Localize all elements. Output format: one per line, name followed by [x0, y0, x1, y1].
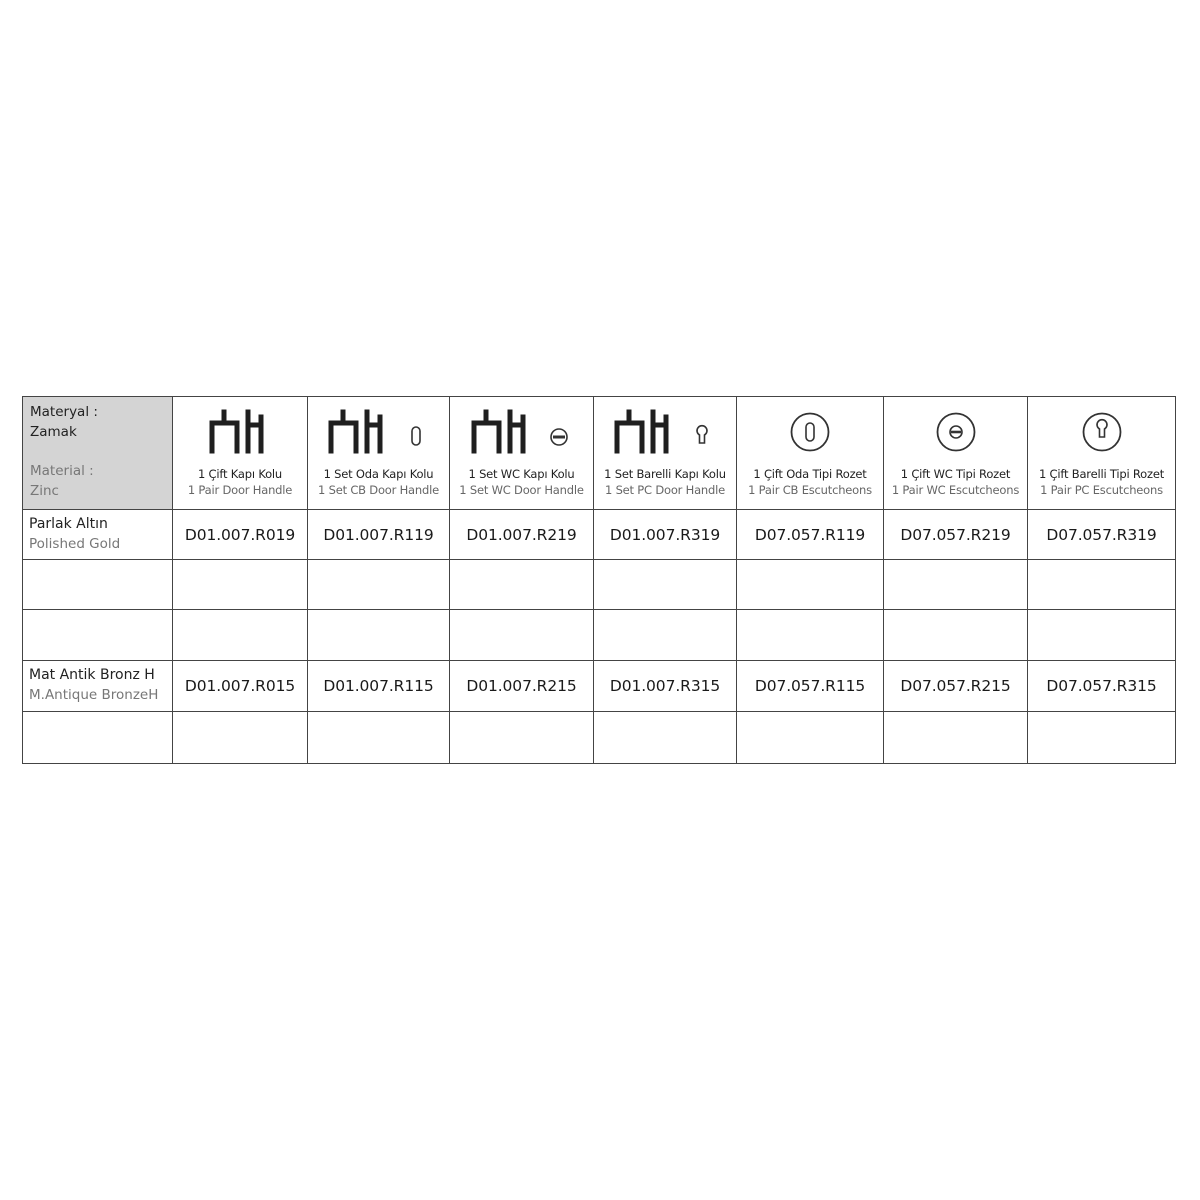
product-code-cell — [737, 610, 884, 661]
product-code-cell — [1028, 661, 1175, 712]
product-code-cell — [884, 560, 1028, 610]
product-code: D07.057.R319 — [1046, 525, 1157, 544]
row-label-cell — [23, 610, 173, 661]
finish-name-tr: Parlak Altın — [29, 516, 108, 532]
product-code — [308, 712, 449, 763]
product-code — [884, 712, 1027, 763]
product-code — [884, 610, 1027, 660]
column-title-en: 1 Set CB Door Handle — [318, 483, 439, 497]
product-code-cell — [450, 712, 594, 763]
column-header — [884, 397, 1028, 510]
product-code-cell — [308, 610, 450, 661]
product-code-cell — [308, 661, 450, 712]
product-code — [737, 560, 883, 609]
product-code — [308, 610, 449, 660]
column-title-tr: 1 Çift Barelli Tipi Rozet — [1038, 467, 1165, 481]
product-code — [173, 560, 307, 609]
column-title-en: 1 Pair Door Handle — [187, 483, 293, 497]
product-code-cell — [594, 661, 737, 712]
product-code — [1028, 610, 1175, 660]
product-code — [308, 560, 449, 609]
product-code: D07.057.R315 — [1046, 677, 1157, 695]
column-header — [594, 397, 737, 510]
column-title-en: 1 Set WC Door Handle — [459, 483, 584, 497]
material-label-en: Material : — [30, 463, 94, 479]
product-code — [1028, 560, 1175, 609]
product-code: D01.007.R019 — [184, 525, 296, 544]
product-code: D07.057.R115 — [754, 677, 866, 695]
product-code-cell — [450, 610, 594, 661]
product-code-cell — [308, 712, 450, 763]
product-code — [1028, 712, 1175, 763]
product-code: D01.007.R315 — [609, 677, 721, 695]
material-header-cell — [23, 397, 173, 510]
product-code-cell — [594, 712, 737, 763]
column-title-en: 1 Set PC Door Handle — [605, 483, 725, 497]
product-code: D01.007.R219 — [466, 525, 577, 544]
product-code-table — [22, 396, 1176, 764]
product-code — [737, 712, 883, 763]
cb-escutcheon-icon — [737, 407, 883, 463]
product-code-cell — [594, 610, 737, 661]
column-title-tr: 1 Çift WC Tipi Rozet — [900, 467, 1011, 481]
product-code-cell — [594, 560, 737, 610]
column-title-tr: 1 Set Barelli Kapı Kolu — [604, 467, 726, 481]
row-label-cell — [23, 661, 173, 712]
product-code — [450, 610, 593, 660]
product-code: D07.057.R119 — [754, 525, 866, 544]
product-code-cell — [450, 510, 594, 560]
column-header — [737, 397, 884, 510]
product-code: D01.007.R015 — [184, 677, 296, 695]
product-code-cell — [173, 510, 308, 560]
column-header — [173, 397, 308, 510]
product-code — [450, 712, 593, 763]
product-code-cell — [450, 560, 594, 610]
pc-escutcheon-icon — [1028, 407, 1175, 463]
product-code-cell — [308, 510, 450, 560]
finish-name-en: M.Antique BronzeH — [29, 687, 159, 703]
finish-name-en: Polished Gold — [29, 536, 121, 552]
product-code-cell — [884, 610, 1028, 661]
door-handle-pair-icon — [173, 407, 307, 463]
wc-escutcheon-icon — [884, 407, 1027, 463]
row-label-cell — [23, 510, 173, 560]
product-code: D01.007.R215 — [466, 677, 577, 695]
product-code — [173, 712, 307, 763]
product-code-cell — [1028, 560, 1175, 610]
product-code — [594, 560, 736, 609]
product-code-cell — [737, 661, 884, 712]
product-code-cell — [173, 610, 308, 661]
product-code — [594, 610, 736, 660]
product-code — [450, 560, 593, 609]
product-code-cell — [884, 661, 1028, 712]
column-header — [1028, 397, 1175, 510]
product-code-cell — [173, 661, 308, 712]
product-code-cell — [1028, 610, 1175, 661]
product-code-cell — [1028, 510, 1175, 560]
material-value-en: Zinc — [30, 483, 59, 499]
product-code — [173, 610, 307, 660]
product-code: D07.057.R219 — [900, 525, 1011, 544]
door-handle-wc-icon — [450, 407, 593, 463]
column-header — [308, 397, 450, 510]
finish-name-tr: Mat Antik Bronz H — [29, 667, 155, 683]
material-value-tr: Zamak — [30, 424, 77, 440]
column-title-tr: 1 Set WC Kapı Kolu — [468, 467, 575, 481]
door-handle-pc-icon — [594, 407, 736, 463]
product-code — [737, 610, 883, 660]
column-title-tr: 1 Çift Kapı Kolu — [197, 467, 283, 481]
product-code: D01.007.R115 — [323, 677, 434, 695]
product-code-cell — [737, 510, 884, 560]
product-code-cell — [308, 560, 450, 610]
column-title-en: 1 Pair CB Escutcheons — [748, 483, 872, 497]
column-title-en: 1 Pair WC Escutcheons — [891, 483, 1020, 497]
product-code-cell — [884, 712, 1028, 763]
product-code: D01.007.R119 — [323, 525, 434, 544]
column-header — [450, 397, 594, 510]
row-label-cell — [23, 712, 173, 763]
product-code: D01.007.R319 — [609, 525, 721, 544]
product-code: D07.057.R215 — [900, 677, 1011, 695]
product-code-cell — [737, 560, 884, 610]
product-code-cell — [173, 560, 308, 610]
product-code-cell — [594, 510, 737, 560]
product-code-cell — [450, 661, 594, 712]
row-label-cell — [23, 560, 173, 610]
column-title-tr: 1 Çift Oda Tipi Rozet — [753, 467, 867, 481]
product-code-cell — [1028, 712, 1175, 763]
door-handle-cb-icon — [308, 407, 449, 463]
product-code — [884, 560, 1027, 609]
material-label-tr: Materyal : — [30, 404, 98, 420]
product-code-cell — [737, 712, 884, 763]
column-title-en: 1 Pair PC Escutcheons — [1040, 483, 1163, 497]
product-code-cell — [884, 510, 1028, 560]
product-code — [594, 712, 736, 763]
product-code-cell — [173, 712, 308, 763]
column-title-tr: 1 Set Oda Kapı Kolu — [323, 467, 434, 481]
